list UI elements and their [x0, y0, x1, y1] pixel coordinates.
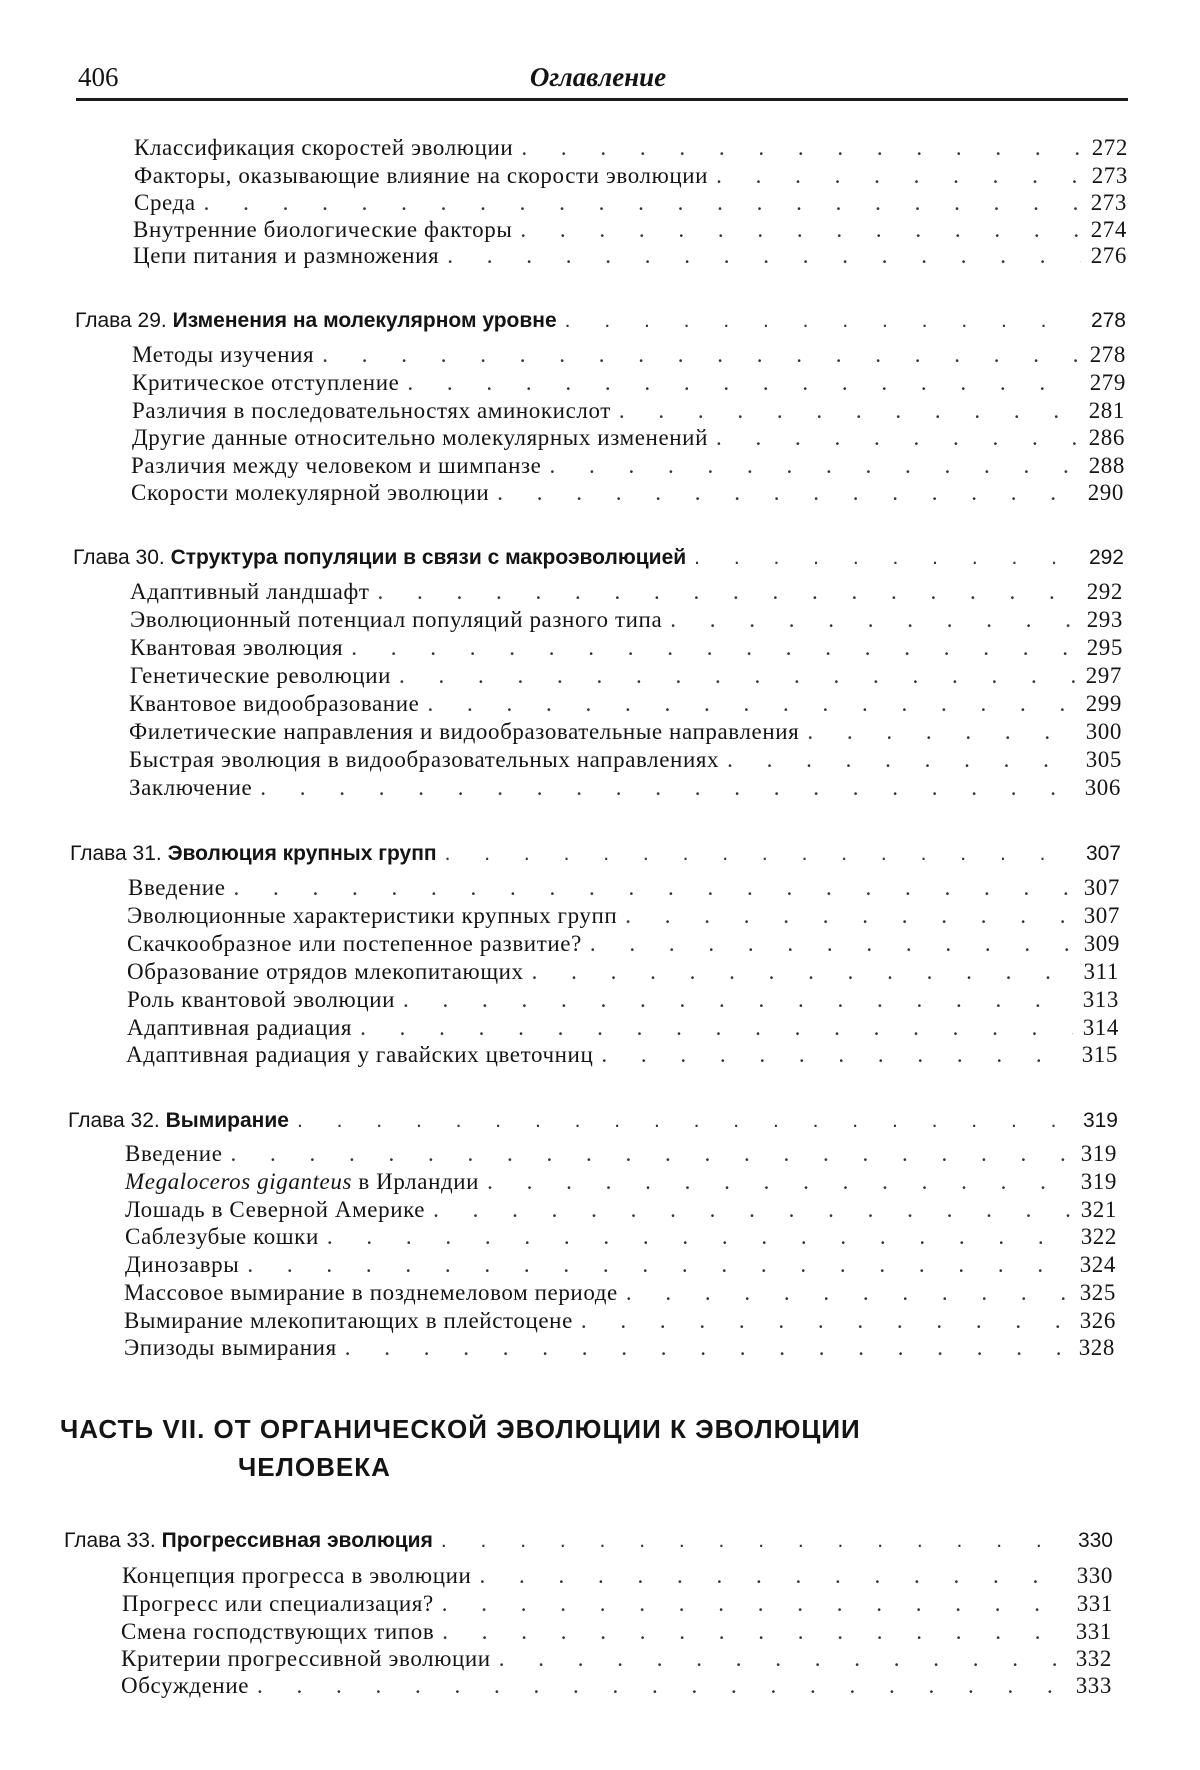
entry-title: Критерии прогрессивной эволюции [121, 1646, 491, 1671]
dot-leader [337, 1334, 1069, 1362]
page-ref: 319 [1080, 1141, 1117, 1166]
part-heading-continued: ЧЕЛОВЕКА [238, 1452, 391, 1482]
entry-title: Лошадь в Северной Америке [125, 1197, 426, 1222]
page-ref: 279 [1089, 370, 1126, 395]
entry-title: Заключение [129, 775, 253, 800]
toc-entry[interactable] [122, 1562, 1113, 1590]
page-ref: 307 [1083, 903, 1120, 928]
page-ref: 273 [1091, 163, 1128, 188]
dot-leader [434, 1590, 1067, 1618]
toc-entry[interactable] [129, 718, 1122, 746]
toc-entry[interactable] [121, 1672, 1112, 1700]
chapter-title [73, 544, 686, 572]
toc-entry[interactable] [125, 1251, 1116, 1279]
chapter-title [68, 1107, 289, 1135]
page-ref: 311 [1083, 959, 1119, 984]
entry-title: Саблезубые кошки [125, 1224, 319, 1249]
entry-title: Среда [134, 190, 196, 215]
dot-leader [489, 479, 1077, 507]
toc-entry[interactable] [131, 479, 1124, 507]
page-ref: 307 [1083, 875, 1120, 900]
toc-entry[interactable] [133, 216, 1127, 244]
chapter-number: Глава 33. [64, 1529, 156, 1552]
chapter-heading[interactable] [75, 307, 1126, 335]
chapter-heading[interactable] [73, 544, 1124, 572]
page-ref: 281 [1088, 398, 1125, 423]
dot-leader [252, 774, 1074, 802]
page-ref: 307 [1085, 842, 1121, 865]
dot-leader [719, 746, 1076, 774]
page-ref: 319 [1082, 1109, 1118, 1132]
page-ref: 321 [1080, 1197, 1117, 1222]
part-heading: ЧАСТЬ VII. ОТ ОРГАНИЧЕСКОЙ ЭВОЛЮЦИИ К ЭВОЛЮЦИИ [60, 1414, 861, 1444]
chapter-name: Прогрессивная эволюция [161, 1529, 433, 1552]
page-ref: 292 [1088, 546, 1124, 569]
entry-title: Концепция прогресса в эволюции [122, 1563, 472, 1588]
chapter-name: Эволюция крупных групп [167, 842, 437, 865]
dot-leader [249, 1672, 1066, 1700]
toc-entry[interactable] [132, 341, 1126, 369]
dot-leader [343, 634, 1077, 662]
entry-title: Классификация скоростей эволюции [134, 135, 514, 160]
page-ref: 322 [1080, 1224, 1117, 1249]
toc-entry[interactable] [121, 1618, 1112, 1646]
entry-title: Адаптивная радиация [127, 1015, 353, 1040]
dot-leader [319, 1223, 1071, 1251]
entry-title: Факторы, оказывающие влияние на скорости эволюции [134, 163, 709, 188]
toc-entry[interactable] [127, 958, 1119, 986]
dot-leader [479, 1168, 1071, 1196]
entry-title: Обсуждение [121, 1673, 250, 1698]
dot-leader [582, 930, 1074, 958]
header-rule [76, 98, 1128, 101]
toc-entry[interactable] [124, 1307, 1116, 1335]
page-ref: 293 [1086, 607, 1123, 632]
entry-title: Введение [125, 1141, 223, 1166]
page-ref: 314 [1082, 1015, 1119, 1040]
dot-leader [226, 874, 1074, 902]
entry-title: Массовое вымирание в позднемеловом периоде [124, 1280, 618, 1305]
dot-leader [491, 1645, 1066, 1673]
dot-leader [434, 1618, 1065, 1646]
toc-entry[interactable] [127, 930, 1120, 958]
chapter-title [75, 307, 557, 335]
page-ref: 297 [1085, 663, 1122, 688]
page-ref: 325 [1079, 1280, 1116, 1305]
chapter-number: Глава 30. [73, 546, 165, 569]
page-ref: 272 [1091, 135, 1128, 160]
dot-leader [617, 902, 1073, 930]
dot-leader [370, 578, 1077, 606]
page-ref: 330 [1076, 1563, 1113, 1588]
toc-entry[interactable] [125, 1140, 1117, 1168]
dot-leader [708, 162, 1082, 190]
dot-leader [593, 1041, 1071, 1069]
entry-title: Квантовая эволюция [130, 635, 344, 660]
chapter-name: Изменения на молекулярном уровне [172, 309, 557, 332]
toc-entry[interactable] [134, 189, 1127, 217]
dot-leader [399, 369, 1079, 397]
dot-leader [289, 1107, 1073, 1135]
dot-leader [395, 986, 1073, 1014]
entry-title: Цепи питания и размножения [133, 243, 440, 268]
dot-leader [512, 216, 1080, 244]
dot-leader [611, 397, 1079, 425]
chapter-name: Структура популяции в связи с макроэволюцией [170, 546, 687, 569]
dot-leader [618, 1279, 1070, 1307]
page-ref: 326 [1079, 1308, 1116, 1333]
page-ref: 332 [1075, 1646, 1112, 1671]
dot-leader [439, 242, 1080, 270]
page-ref: 295 [1086, 635, 1123, 660]
toc-entry[interactable] [134, 134, 1128, 162]
entry-title: Эпизоды вымирания [124, 1335, 337, 1360]
toc-entry[interactable] [130, 662, 1122, 690]
entry-title: Адаптивная радиация у гавайских цветочниц [126, 1042, 594, 1067]
page-ref: 300 [1085, 719, 1122, 744]
entry-title: Образование отрядов млекопитающих [127, 959, 524, 984]
entry-title: Различия в последовательностях аминокислот [132, 398, 611, 423]
page-ref: 331 [1076, 1591, 1113, 1616]
entry-title: Филетические направления и видообразовательные направления [129, 719, 800, 744]
page-ref: 331 [1075, 1619, 1112, 1644]
page-ref: 319 [1080, 1169, 1117, 1194]
dot-leader [196, 189, 1081, 217]
entry-title: Прогресс или специализация? [122, 1591, 434, 1616]
dot-leader [542, 452, 1079, 480]
chapter-number: Глава 31. [70, 842, 162, 865]
entry-title: Различия между человеком и шимпанзе [131, 453, 542, 478]
toc-entry[interactable] [127, 986, 1119, 1014]
toc-entry[interactable] [132, 424, 1125, 452]
chapter-title [70, 840, 437, 868]
toc-entry[interactable] [133, 242, 1127, 270]
page-ref: 305 [1085, 747, 1122, 772]
toc-entry[interactable] [132, 369, 1126, 397]
entry-title: Внутренние биологические факторы [133, 217, 513, 242]
entry-title: Критическое отступление [132, 370, 400, 395]
page-ref: 273 [1090, 190, 1127, 215]
page-ref: 292 [1086, 579, 1123, 604]
dot-leader [433, 1527, 1068, 1555]
chapter-name: Вымирание [165, 1109, 289, 1132]
page-ref: 328 [1078, 1335, 1115, 1360]
entry-title: Быстрая эволюция в видообразовательных направлениях [129, 747, 720, 772]
toc-entry[interactable] [128, 874, 1120, 902]
dot-leader [419, 690, 1075, 718]
toc-entry[interactable] [127, 902, 1120, 930]
dot-leader [471, 1562, 1066, 1590]
entry-title: Динозавры [125, 1252, 240, 1277]
page-ref: 274 [1090, 217, 1127, 242]
chapter-number: Глава 32. [68, 1109, 160, 1132]
toc-entry[interactable] [134, 162, 1128, 190]
page-ref: 313 [1082, 987, 1119, 1012]
entry-title: Генетические революции [130, 663, 392, 688]
page-ref: 330 [1077, 1529, 1113, 1552]
page-ref: 290 [1087, 480, 1124, 505]
toc-entry[interactable] [125, 1168, 1117, 1196]
page-ref: 278 [1089, 342, 1126, 367]
page-ref: 309 [1083, 931, 1120, 956]
toc-entry[interactable] [132, 397, 1125, 425]
page-ref: 278 [1090, 309, 1126, 332]
toc-entry[interactable] [127, 1014, 1119, 1042]
entry-title-rest: в Ирландии [352, 1169, 480, 1194]
toc-entry[interactable] [125, 1196, 1117, 1224]
dot-leader [708, 424, 1079, 452]
page-ref: 315 [1081, 1042, 1118, 1067]
toc-entry[interactable] [130, 578, 1123, 606]
page-ref: 276 [1090, 243, 1127, 268]
species-name: Megaloceros giganteus [125, 1169, 353, 1194]
entry-title: Скачкообразное или постепенное развитие? [127, 931, 582, 956]
toc-entry[interactable] [124, 1334, 1115, 1362]
dot-leader [557, 307, 1081, 335]
toc-entry[interactable] [130, 634, 1123, 662]
dot-leader [391, 662, 1076, 690]
entry-title: Введение [128, 875, 226, 900]
dot-leader [437, 840, 1076, 868]
dot-leader [314, 341, 1079, 369]
chapter-number: Глава 29. [75, 309, 167, 332]
dot-leader [662, 606, 1076, 634]
page-number: 406 [78, 62, 119, 92]
dot-leader [799, 718, 1075, 746]
chapter-heading[interactable] [70, 840, 1121, 868]
entry-title: Скорости молекулярной эволюции [131, 480, 490, 505]
entry-title: Квантовое видообразование [129, 691, 420, 716]
entry-title: Эволюционные характеристики крупных групп [127, 903, 618, 928]
chapter-heading[interactable] [64, 1527, 1113, 1555]
dot-leader [686, 544, 1079, 572]
entry-title: Вымирание млекопитающих в плейстоцене [124, 1308, 573, 1333]
entry-title: Роль квантовой эволюции [127, 987, 396, 1012]
dot-leader [425, 1196, 1071, 1224]
entry-title: Методы изучения [132, 342, 315, 367]
entry-title: Адаптивный ландшафт [130, 579, 370, 604]
toc-entry[interactable] [122, 1590, 1113, 1618]
page-ref: 288 [1088, 453, 1125, 478]
dot-leader [223, 1140, 1071, 1168]
toc-entry[interactable] [124, 1279, 1116, 1307]
entry-title: Другие данные относительно молекулярных изменений [132, 425, 708, 450]
entry-title: Эволюционный потенциал популяций разного типа [130, 607, 663, 632]
toc-entry[interactable] [131, 452, 1125, 480]
dot-leader [239, 1251, 1069, 1279]
dot-leader [524, 958, 1074, 986]
dot-leader [352, 1014, 1073, 1042]
chapter-heading[interactable] [68, 1107, 1118, 1135]
toc-entry[interactable] [125, 1223, 1117, 1251]
chapter-title [64, 1527, 433, 1555]
entry-title [125, 1168, 479, 1196]
toc-entry[interactable] [126, 1041, 1118, 1069]
page-ref: 324 [1079, 1252, 1116, 1277]
dot-leader [513, 134, 1081, 162]
page-ref: 286 [1088, 425, 1125, 450]
toc-entry[interactable] [121, 1645, 1112, 1673]
toc-entry[interactable] [130, 606, 1123, 634]
page-ref: 333 [1075, 1673, 1112, 1698]
entry-title: Смена господствующих типов [121, 1619, 435, 1644]
page-ref: 306 [1084, 775, 1121, 800]
page-header [62, 58, 1134, 100]
toc-entry[interactable] [129, 746, 1122, 774]
dot-leader [573, 1307, 1070, 1335]
page-ref: 299 [1085, 691, 1122, 716]
toc-entry[interactable] [129, 690, 1122, 718]
toc-entry[interactable] [129, 774, 1121, 802]
running-title: Оглавление [529, 62, 667, 92]
